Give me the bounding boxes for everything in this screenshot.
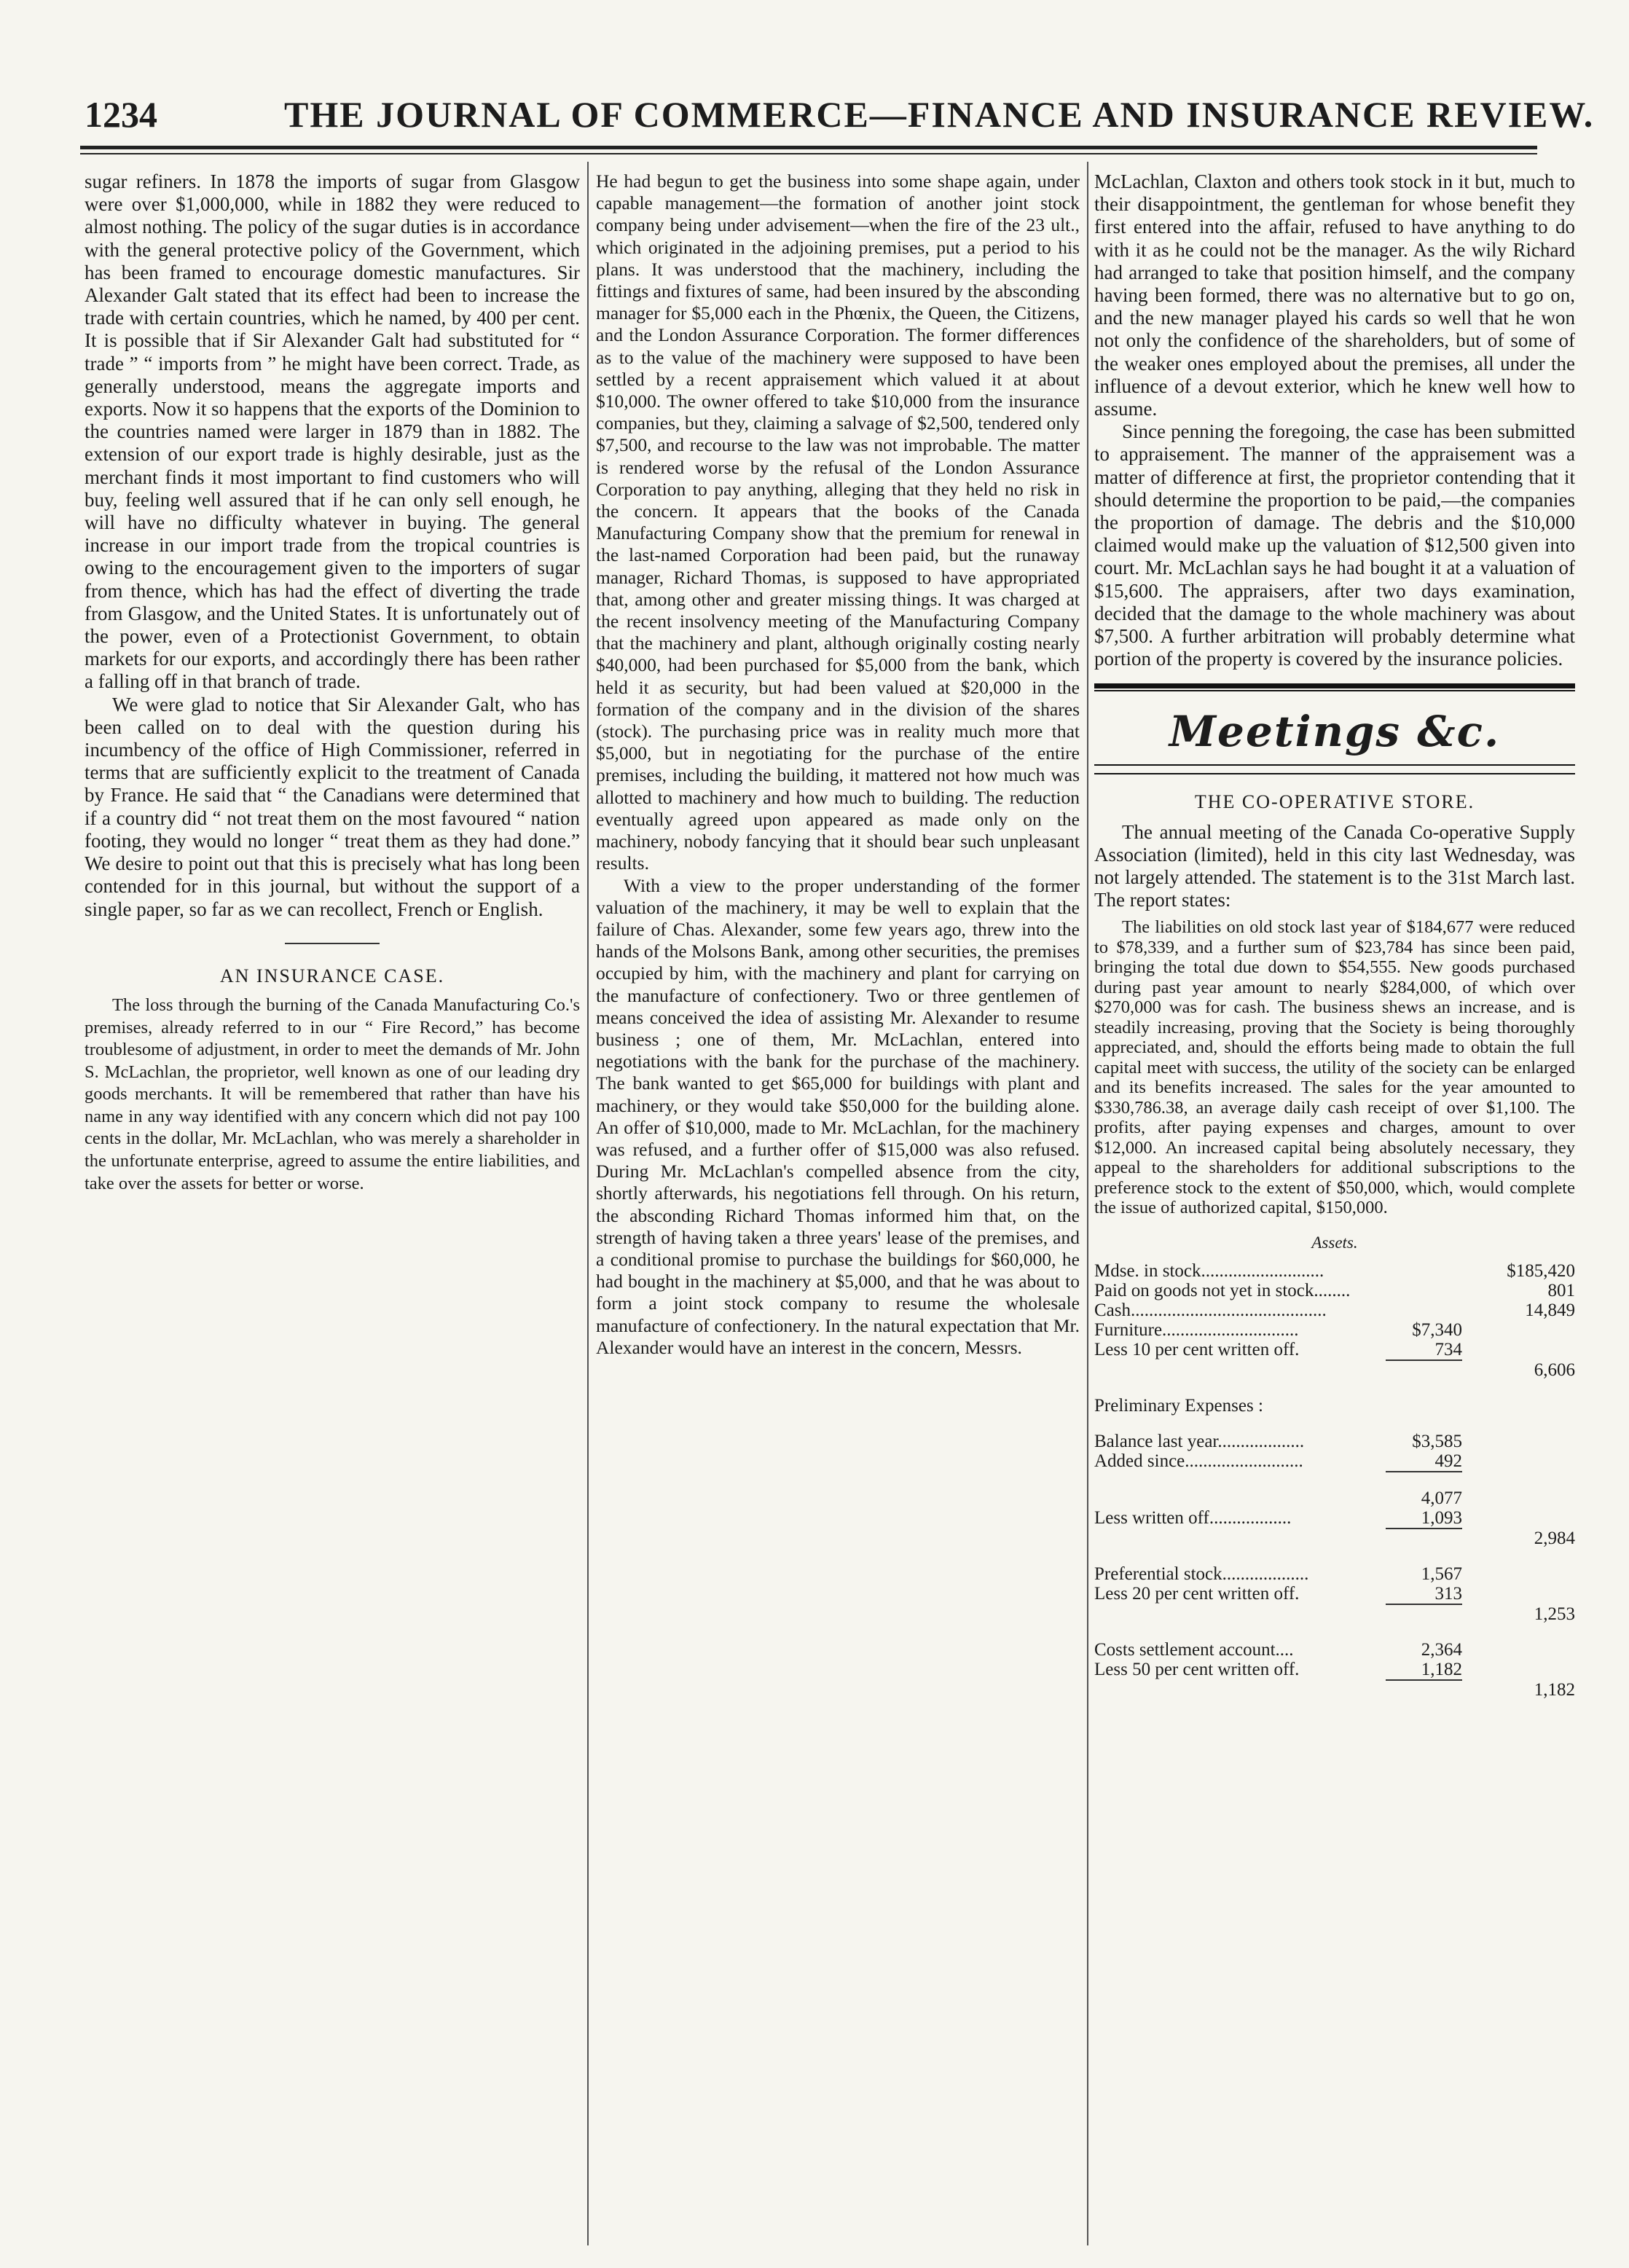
article-paragraph: With a view to the proper understanding of the former valuation of the machinery, it may be well to explain that the failure of Chas. Alexander, some few years ago, threw into the hands of the Molsons Bank, among other securities, the premises occupied by him, with the machinery and plant for carrying on the manufacture of confectionery. Two or three gentlemen of means conceived the idea of assisting Mr. Alexander to resume business ; one of them, Mr. McLachlan, entered into negotiations with the bank for the purchase of the machinery. The bank wanted to get $65,000 for buildings with plant and machinery, or they would take $50,000 for the building alone. An offer of $10,000, made to Mr. McLachlan, for the machinery was refused, and a further offer of $15,000 was also refused. During Mr. McLachlan's compelled absence from the city, shortly afterwards, his negotiations fell through. On his return, the absconding Richard Thomas informed him that, on the strength of having taken a three years' lease of the premises, and a conditional promise to purchase the buildings for $60,000, he had bought in the machinery at $5,000, and that he was about to form a joint stock company to resume the wholesale manufacture of confectionery. In the natural expectation that Mr. Alexander would have an interest in the concern, Messrs. xyxy=(596,874,1080,1358)
table-row xyxy=(1094,1680,1575,1700)
row-subvalue: 4,077 xyxy=(1421,1488,1462,1509)
section-rule-thin xyxy=(1094,773,1575,774)
row-label: Less 10 per cent written off. xyxy=(1094,1340,1300,1360)
column-1 xyxy=(85,170,580,1195)
row-label: Furniture.............................. xyxy=(1094,1320,1299,1341)
row-subvalue: 2,364 xyxy=(1421,1640,1462,1660)
column-divider xyxy=(587,162,589,2245)
row-label: Costs settlement account.... xyxy=(1094,1640,1294,1660)
row-label: Mdse. in stock........................... xyxy=(1094,1261,1324,1282)
section-rule-thin xyxy=(1094,690,1575,691)
header-rule-thin xyxy=(80,153,1537,154)
row-label: Less 20 per cent written off. xyxy=(1094,1584,1300,1604)
page-number: 1234 xyxy=(85,94,157,135)
row-label: Preferential stock................... xyxy=(1094,1564,1309,1585)
row-amount: 14,849 xyxy=(1525,1300,1575,1321)
article-paragraph: He had begun to get the business into some shape again, under capable management—the formation of another joint stock company being under advisement—when the fire of the 23 ult., which originated in the adjoining premises, put a period to his plans. It was understood that the machinery, including the fittings and fixtures of same, had been insured by the absconding manager for $5,000 each in the Phœnix, the Queen, the Citizens, and the London Assurance Corporation. The former differences as to the value of the machinery were supposed to have been settled by a recent appraisement which valued it at about $10,000. The owner offered to take $10,000 from the insurance companies, but they, claiming a salvage of $2,500, tendered only $7,500, and recourse to the law was not improbable. The matter is rendered worse by the refusal of the London Assurance Corporation to pay anything, alleging that they held no risk in the concern. It appears that the books of the Canada Manufacturing Company show that the premium for renewal in the last-named Corporation had been paid, but the runaway manager, Richard Thomas, is supposed to have appropriated that, among other and greater missing things. It was charged at the recent insolvency meeting of the Manufacturing Company that the machinery and plant, although originally costing nearly $40,000, had been purchased for $5,000 from the bank, which held it as security, but had been valued at $20,000 in the formation of the company and in the division of the shares (stock). The purchasing price was in reality much more that $5,000, but in negotiating for the purchase of the entire premises, including the building, it mattered not how much was allotted to machinery and how much to building. The reduction eventually agreed upon appeared as made only on the machinery, nobody fancying that it should bear such unpleasant results. xyxy=(596,170,1080,874)
table-row xyxy=(1094,1451,1575,1472)
column-2 xyxy=(596,170,1080,1359)
row-subvalue: 313 xyxy=(1386,1584,1462,1604)
row-label: Added since.......................... xyxy=(1094,1451,1303,1472)
table-row xyxy=(1094,1320,1575,1340)
section-rule xyxy=(1094,683,1575,688)
row-subvalue: 492 xyxy=(1386,1451,1462,1472)
row-label: Preliminary Expenses : xyxy=(1094,1396,1263,1416)
article-paragraph: Since penning the foregoing, the case has been submitted to appraisement. The manner of the appraisement was a matter of difference at first, the proprietor contending that it should determine the proportion to be paid,—the companies the proportion of damage. The debris and the $10,000 claimed would make up the valuation of $12,500 given into court. Mr. McLachlan says he had bought it at a valuation of $15,600. The appraisers, after two days examination, decided that the damage to the whole machinery was about $7,500. A further arbitration will probably determine what portion of the property is covered by the insurance policies. xyxy=(1094,420,1575,670)
table-row xyxy=(1094,1660,1575,1680)
row-amount: 1,253 xyxy=(1534,1604,1575,1625)
section-divider xyxy=(285,943,380,944)
article-paragraph: sugar refiners. In 1878 the imports of sugar from Glasgow were over $1,000,000, while in 1882 they were reduced to almost nothing. The policy of the sugar duties is in accordance with the general protective policy of the Government, which has been framed to encourage domestic manufactures. Sir Alexander Galt stated that its effect had been to increase the trade with certain countries, which he named, by 400 per cent. It is possible that if Sir Alexander Galt had substituted for “ trade ” “ imports from ” he might have been correct. Trade, as generally understood, means the aggregate imports and exports. Now it so happens that the exports of the Dominion to the countries named were larger in 1879 than in 1882. The extension of our export trade is highly desirable, just as the merchant finds it most important to find customers who will buy, feeling well assured that if he can only sell enough, he will have no difficulty whatever in buying. The general increase in our import trade from the tropical countries is owing to the encouragement given to the importers of sugar from thence, which has had the effect of diverting the trade from Glasgow, and the United States. It is unfortunately out of the power, even of a Protectionist Government, to obtain markets for our exports, and accordingly there has been rather a falling off in that branch of trade. xyxy=(85,170,580,693)
assets-table xyxy=(1094,1261,1575,1700)
header-rule xyxy=(80,146,1537,149)
row-amount: 6,606 xyxy=(1534,1360,1575,1381)
table-row xyxy=(1094,1640,1575,1660)
row-amount: 801 xyxy=(1547,1281,1575,1301)
row-subvalue: 1,182 xyxy=(1386,1660,1462,1680)
meetings-heading: Meetings &c. xyxy=(1169,707,1501,757)
row-subvalue: 1,093 xyxy=(1386,1508,1462,1529)
table-row xyxy=(1094,1396,1575,1416)
report-paragraph: The liabilities on old stock last year of $184,677 were reduced to $78,339, and a further sum of $23,784 has since been paid, bringing the total due down to $54,555. New goods purchased during past year amount to nearly $284,000, of which over $270,000 was for cash. The business shews an increase, and is steadily increasing, proving that the Society is being thoroughly appreciated, and, should the efforts being made to obtain the full capital meet with success, the utility of the society can be enlarged and its benefits increased. The sales for the year amounted to $330,786.38, an average daily cash receipt of over $1,100. The profits, after paying expenses and charges, amount to over $12,000. An increased capital being absolutely necessary, they appeal to the shareholders for additional subscriptions to the preference stock to the extent of $50,000, which, would complete the issue of authorized capital, $150,000. xyxy=(1094,917,1575,1218)
insurance-case-heading: AN INSURANCE CASE. xyxy=(219,965,445,986)
row-subvalue: 734 xyxy=(1386,1340,1462,1360)
row-subvalue: $3,585 xyxy=(1412,1432,1462,1452)
row-label: Balance last year................... xyxy=(1094,1432,1305,1452)
row-label: Less written off.................. xyxy=(1094,1508,1292,1529)
co-operative-store-heading: THE CO-OPERATIVE STORE. xyxy=(1194,791,1475,813)
table-row xyxy=(1094,1340,1575,1360)
table-row xyxy=(1094,1360,1575,1380)
row-subvalue: 1,567 xyxy=(1421,1564,1462,1585)
article-paragraph: The annual meeting of the Canada Co-operative Supply Association (limited), held in this city last Wednesday, was not largely attended. The statement is to the 31st March last. The report states: xyxy=(1094,820,1575,911)
table-row xyxy=(1094,1584,1575,1604)
table-row xyxy=(1094,1529,1575,1548)
table-row xyxy=(1094,1564,1575,1584)
article-paragraph: We were glad to notice that Sir Alexander Galt, who has been called on to deal with the question during his incumbency of the office of High Commissioner, referred in terms that are sufficiently explicit to the treatment of Canada by France. He said that “ the Canadians were determined that if a country did “ not treat them on the most favoured “ nation footing, they would no longer “ treat them as they had done.” We desire to point out that this is precisely what has long been contended for in this journal, but without the support of a single paper, so far as we can recollect, French or English. xyxy=(85,693,580,920)
article-paragraph: McLachlan, Claxton and others took stock in it but, much to their disappointment, the gentleman for whose benefit they first entered into the affair, refused to have anything to do with it as he could not be the manager. As the wily Richard had arranged to take that position himself, and the company having been formed, there was no alternative but to go on, and the new manager played his cards so well that he won not only the confidence of the shareholders, but of some of the weaker ones employed about the premises, all under the influence of a devout exterior, which he knew well how to assume. xyxy=(1094,170,1575,420)
table-row xyxy=(1094,1281,1575,1300)
table-row xyxy=(1094,1488,1575,1508)
section-rule-thin xyxy=(1094,764,1575,766)
row-label: Cash........................................... xyxy=(1094,1300,1327,1321)
row-label: Less 50 per cent written off. xyxy=(1094,1660,1300,1680)
assets-title: Assets. xyxy=(1311,1233,1358,1252)
row-amount: 2,984 xyxy=(1534,1529,1575,1549)
row-label: Paid on goods not yet in stock........ xyxy=(1094,1281,1351,1301)
row-amount: 1,182 xyxy=(1534,1680,1575,1700)
table-row xyxy=(1094,1604,1575,1624)
column-divider xyxy=(1087,162,1088,2245)
row-subvalue: $7,340 xyxy=(1412,1320,1462,1341)
table-row xyxy=(1094,1300,1575,1320)
table-row xyxy=(1094,1432,1575,1451)
table-row xyxy=(1094,1508,1575,1529)
article-paragraph: The loss through the burning of the Canada Manufacturing Co.'s premises, already referred to in our “ Fire Record,” has become troublesome of adjustment, in order to meet the demands of Mr. John S. McLachlan, the proprietor, well known as one of our leading dry goods merchants. It will be remembered that rather than have his name in any way identified with any concern which did not pay 100 cents in the dollar, Mr. McLachlan, who was merely a shareholder in the unfortunate enterprise, agreed to assume the entire liabilities, and take over the assets for better or worse. xyxy=(85,994,580,1193)
journal-title: THE JOURNAL OF COMMERCE—FINANCE AND INSURANCE REVIEW. xyxy=(284,94,1595,135)
row-amount: $185,420 xyxy=(1507,1261,1575,1282)
table-row xyxy=(1094,1261,1575,1281)
column-3 xyxy=(1094,170,1575,1700)
